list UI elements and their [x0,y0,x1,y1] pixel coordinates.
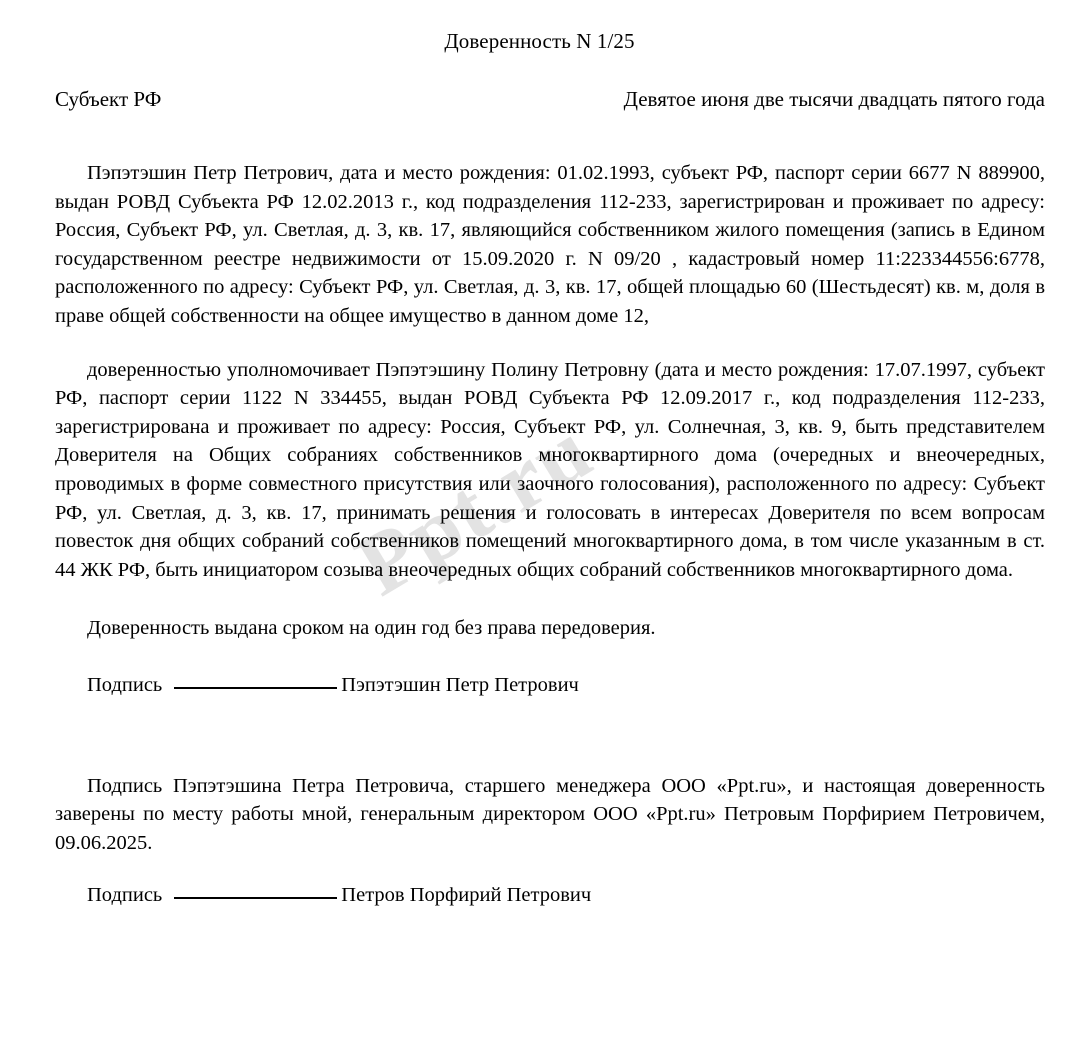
paragraph-certification: Подпись Пэпэтэшина Петра Петровича, старшего менеджера ООО «Ppt.ru», и настоящая доверенность заверены по месту работы мной, генеральным директором ООО «Ppt.ru» Петровым Порфирием Петровичем, 09.06.2025. [55,774,1045,854]
document-meta-row [0,85,1079,113]
paragraph-principal: Пэпэтэшин Петр Петрович, дата и место рождения: 01.02.1993, субъект РФ, паспорт серии 6677 N 889900, выдан РОВД Субъекта РФ 12.02.2013 г., код подразделения 112-233, зарегистрирован и проживает по адресу: Россия, Субъект РФ, ул. Светлая, д. 3, кв. 17, являющийся собственником жилого помещения (запись в Едином государственном реестре недвижимости от 15.09.2020 г. N 09/20 , кадастровый номер 11:223344556:6778, расположенного по адресу: Субъект РФ, ул. Светлая, д. 3, кв. 17, общей площадью 60 (Шестьдесят) кв. м, доля в праве общей собственности на общее имущество в данном доме 12, [55,162,1045,327]
signature-name: Петров Порфирий Петрович [341,884,592,907]
signature-block-principal [55,671,1045,700]
document-body [0,159,1079,910]
date-of-issue: Девятое июня две тысячи двадцать пятого года [623,87,1045,111]
spacer [55,643,1045,671]
spacer [55,331,1045,356]
signature-label: Подпись [87,673,163,696]
spacer [55,700,1045,772]
spacer [55,584,1045,614]
watermark-text: Ppt.ru [341,400,609,615]
signature-block-certifier [55,881,1045,910]
spacer [0,113,1079,159]
paragraph-authorization: доверенностью уполномочивает Пэпэтэшину Полину Петровну (дата и место рождения: 17.07.1997, субъект РФ, паспорт серии 1122 N 334455, выдан РОВД Субъекта РФ 12.09.2017 г., код подразделения 112-233, зарегистрирована и проживает по адресу: Россия, Субъект РФ, ул. Солнечная, 3, кв. 9, быть представителем Доверителя на Общих собраниях собственников многоквартирного дома (очередных и внеочередных, проводимых в форме совместного присутствия или заочного голосования), расположенного по адресу: Субъект РФ, ул. Светлая, д. 3, кв. 17, принимать решения и голосовать в интересах Доверителя по всем вопросам повесток дня общих собраний собственников помещений многоквартирного дома, в том числе указанным в ст. 44 ЖК РФ, быть инициатором созыва внеочередных общих собраний собственников многоквартирного дома. [55,358,1045,581]
signature-rule[interactable] [174,687,337,689]
page-title: Доверенность N 1/25 [444,29,635,53]
place-of-issue: Субъект РФ [55,87,162,111]
signature-rule[interactable] [174,897,337,899]
paragraph-term: Доверенность выдана сроком на один год без права передоверия. [87,617,656,640]
spacer [55,857,1045,881]
signature-label: Подпись [87,884,163,907]
signature-name: Пэпэтэшин Петр Петрович [341,673,579,696]
